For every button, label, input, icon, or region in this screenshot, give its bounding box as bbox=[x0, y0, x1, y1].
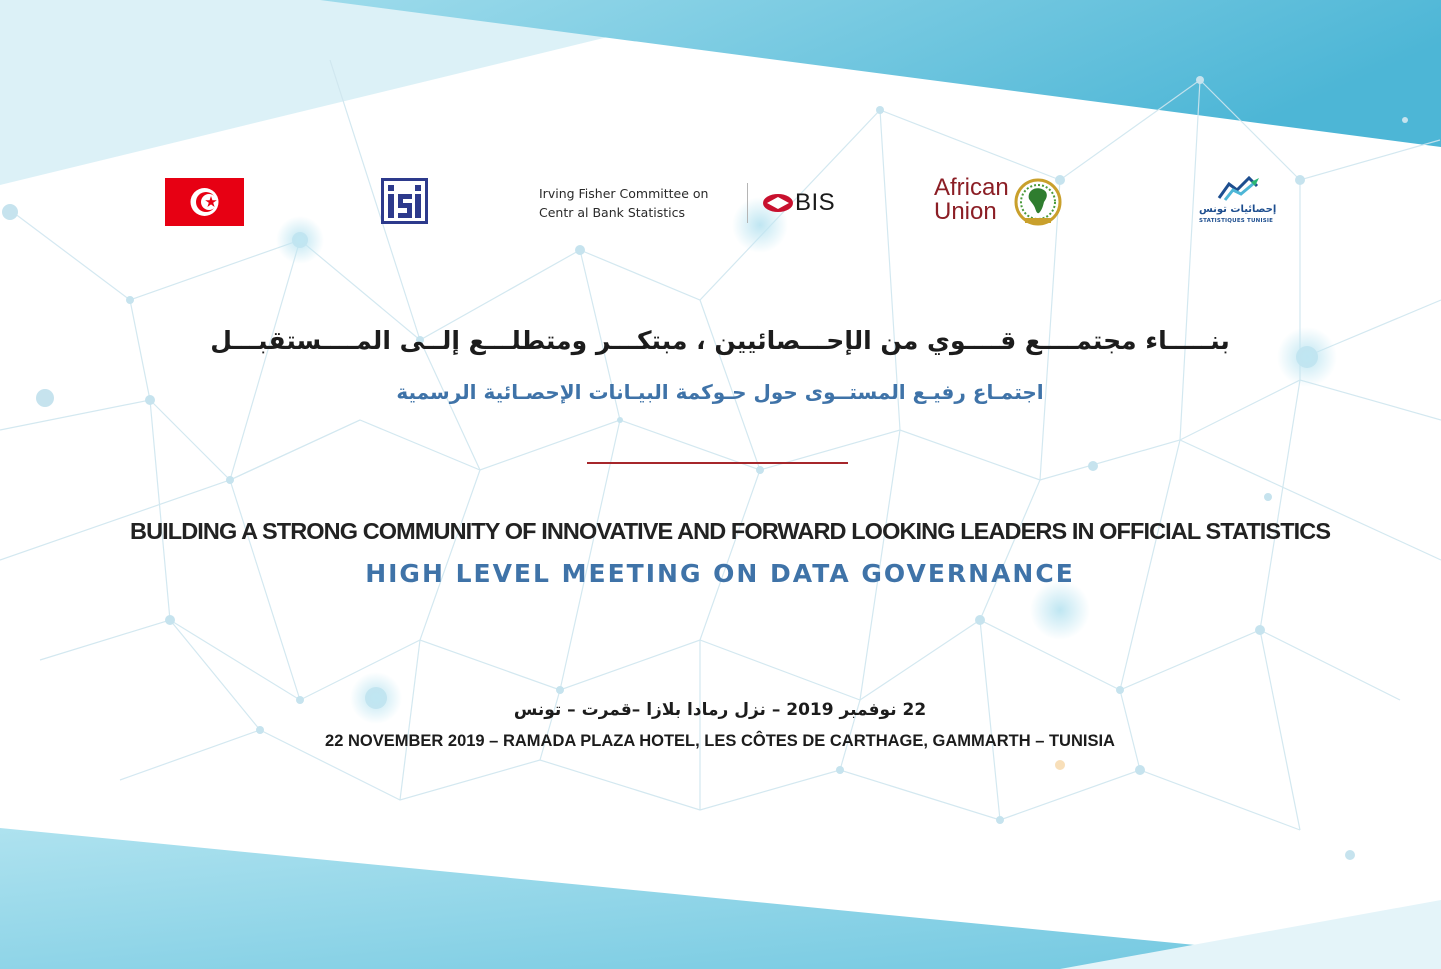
logo-separator bbox=[747, 183, 748, 223]
arabic-subtitle: اجتمـاع رفيـع المستــوى حول حـوكمة البيـانات الإحصـائية الرسمية bbox=[396, 380, 1044, 404]
title-divider bbox=[587, 462, 848, 464]
african-union-line-2: Union bbox=[934, 198, 997, 225]
bis-logo-text: BIS bbox=[795, 189, 836, 216]
english-subtitle: HIGH LEVEL MEETING ON DATA GOVERNANCE bbox=[365, 559, 1075, 588]
arabic-title: بنـــــاء مجتمــــع قــــوي من الإحـــصائيين ، مبتكـــر ومتطلـــع إلــى المــــستقبـــل bbox=[210, 326, 1230, 355]
arabic-date-location: 22 نوفمبر 2019 – نزل رمادا بلازا –قمرت – تونس bbox=[513, 700, 927, 720]
bis-emblem-icon bbox=[762, 193, 794, 213]
statistiques-tunisie-french: STATISTIQUES TUNISIE bbox=[1199, 218, 1274, 224]
ifc-logo bbox=[539, 184, 708, 222]
african-union-emblem-icon bbox=[1013, 178, 1063, 226]
statistiques-tunisie-emblem-icon bbox=[1215, 174, 1261, 204]
english-date-location: 22 NOVEMBER 2019 – RAMADA PLAZA HOTEL, LES CÔTES DE CARTHAGE, GAMMARTH – TUNISIA bbox=[325, 732, 1115, 750]
african-union-logo-text bbox=[934, 176, 1009, 224]
english-title: BUILDING A STRONG COMMUNITY OF INNOVATIVE AND FORWARD LOOKING LEADERS IN OFFICIAL STATISTICS bbox=[130, 518, 1331, 544]
african-union-line-1: African bbox=[934, 174, 1009, 201]
bottom-right-shape bbox=[1060, 900, 1441, 969]
statistiques-tunisie-arabic: إحصائيات تونس bbox=[1199, 204, 1277, 215]
ifc-line-2: Centr al Bank Statistics bbox=[539, 205, 685, 220]
isi-logo-icon bbox=[381, 178, 428, 224]
ifc-line-1: Irving Fisher Committee on bbox=[539, 186, 709, 201]
tunisia-flag-icon bbox=[165, 178, 244, 226]
